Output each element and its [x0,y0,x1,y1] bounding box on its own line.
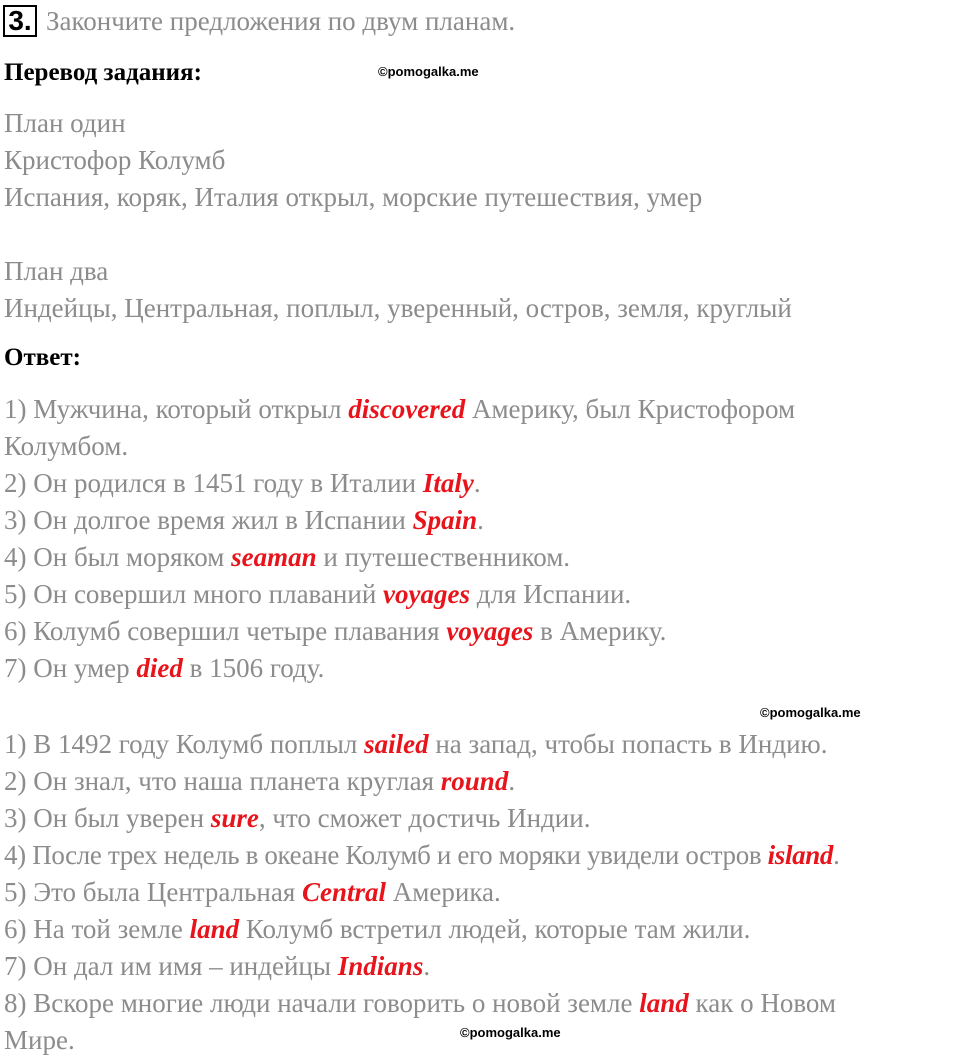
plan-line: План один [4,108,126,138]
answer-line: 7) Он дал им имя – индейцы Indians. [4,951,431,981]
translation-heading: Перевод задания: [4,59,202,86]
answer-line: 4) После трех недель в океане Колумб и его моряки увидели остров island. [4,840,840,870]
answer-line: 7) Он умер died в 1506 году. [4,653,325,683]
answer-line: 2) Он родился в 1451 году в Италии Italy. [4,468,481,498]
answer-line: 1) В 1492 году Колумб поплыл sailed на запад, чтобы попасть в Индию. [4,729,828,759]
plan-line: Кристофор Колумб [4,145,226,175]
answer-word: Central [302,877,387,907]
answer-word: discovered [348,394,466,424]
answer-line: 5) Это была Центральная Central Америка. [4,877,501,907]
answer-line: 3) Он долгое время жил в Испании Spain. [4,505,484,535]
answer-word: seaman [231,542,317,572]
answer-word: Indians [337,951,424,981]
answer-word: voyages [383,579,470,609]
plan-line: Испания, коряк, Италия открыл, морские путешествия, умер [4,182,703,212]
answer-line: Мире. [4,1025,75,1055]
answer-word: island [767,840,834,870]
answer-line: 5) Он совершил много плаваний voyages для Испании. [4,579,632,609]
answer-word: voyages [446,616,534,646]
answer-word: sailed [364,729,429,759]
answer-word: round [440,766,509,796]
watermark-top: ©pomogalka.me [378,64,479,79]
plan-line: Индейцы, Центральная, поплыл, уверенный, остров, земля, круглый [4,293,792,323]
watermark-bottom: ©pomogalka.me [460,1025,561,1040]
plan-line: План два [4,256,109,286]
answer-word: Italy [422,468,474,498]
task-number: 3. [3,5,37,37]
answer-line: 2) Он знал, что наша планета круглая round. [4,766,516,796]
answer-line: 6) На той земле land Колумб встретил людей, которые там жили. [4,914,751,944]
answer-line: 1) Мужчина, который открыл discovered Америку, был Кристофором [4,394,796,424]
answer-line: Колумбом. [4,431,129,461]
watermark-middle: ©pomogalka.me [760,705,861,720]
answer-line: 8) Вскоре многие люди начали говорить о новой земле land как о Новом [4,988,836,1018]
answer-line: 4) Он был моряком seaman и путешественником. [4,542,571,572]
answer-heading: Ответ: [4,344,81,371]
answer-line: 6) Колумб совершил четыре плавания voyages в Америку. [4,616,667,646]
answer-line: 3) Он был уверен sure, что сможет достичь Индии. [4,803,591,833]
answer-word: died [136,653,183,683]
answer-word: land [639,988,689,1018]
answer-word: Spain [412,505,478,535]
answer-word: sure [210,803,259,833]
task-title: Закончите предложения по двум планам. [46,6,516,36]
answer-word: land [189,914,240,944]
